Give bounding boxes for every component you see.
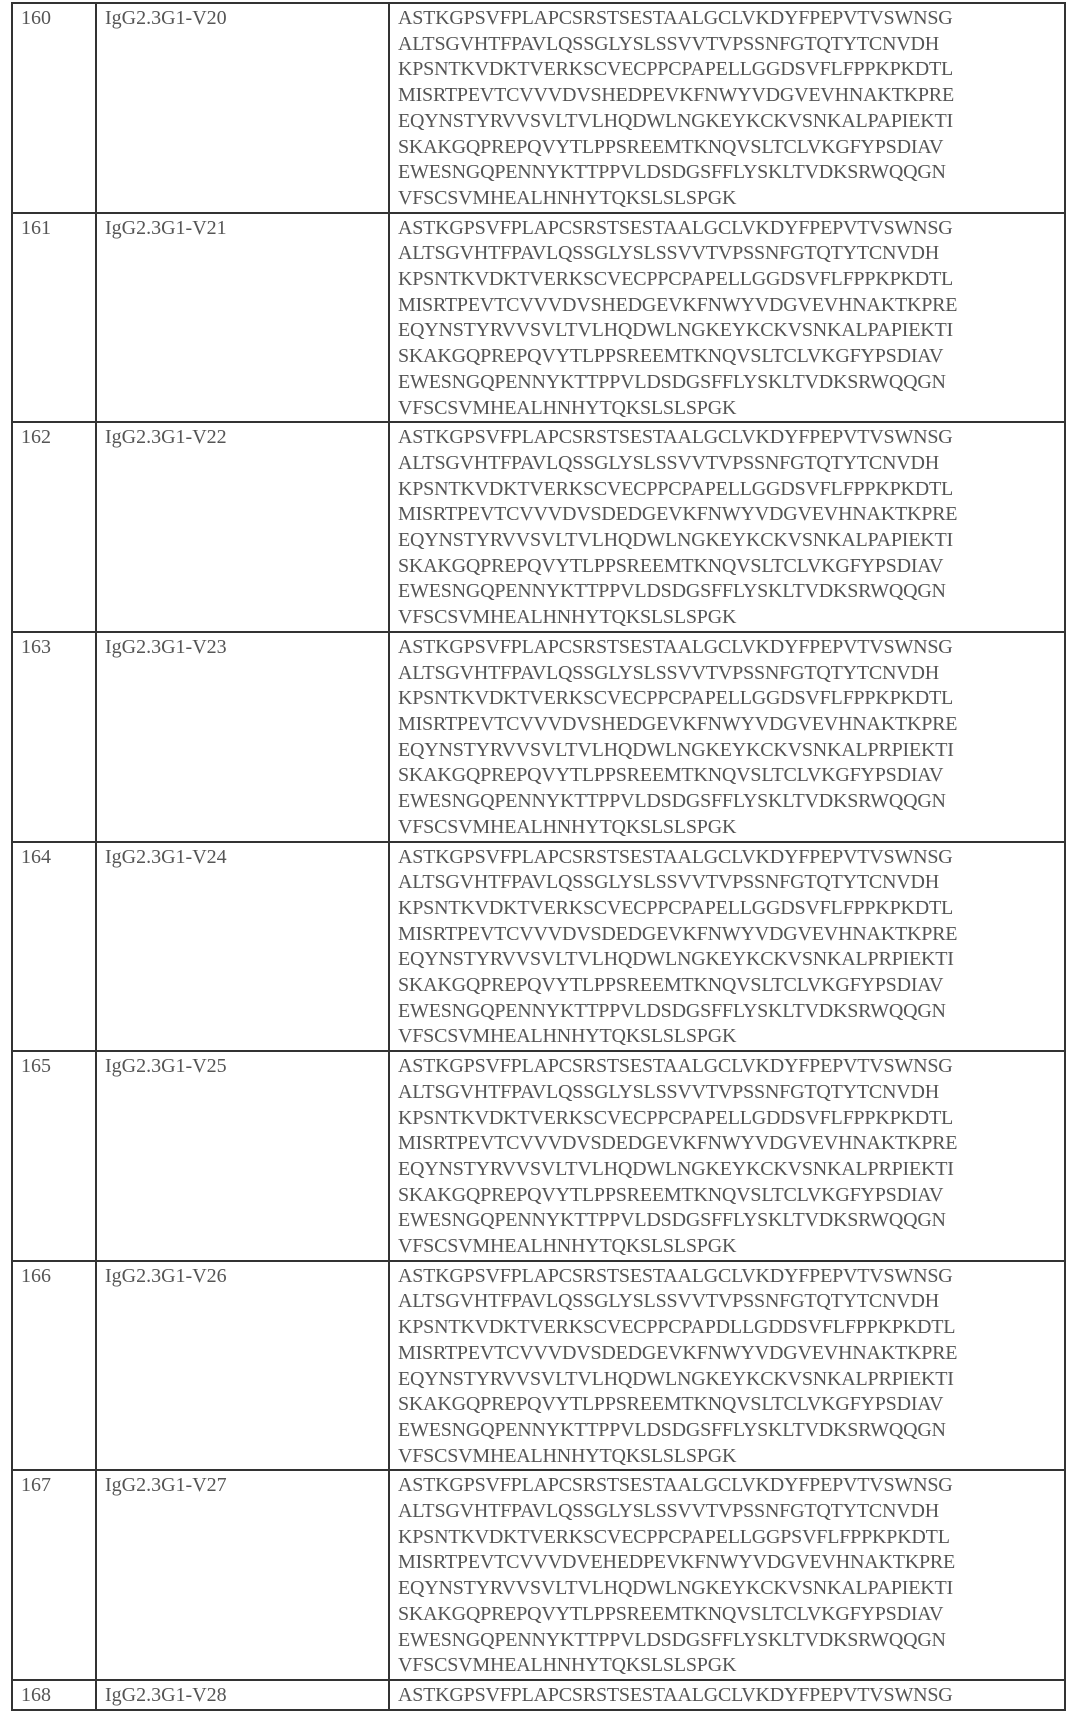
sequence-line: EWESNGQPENNYKTTPPVLDSDGSFFLYSKLTVDKSRWQQGN bbox=[398, 1208, 1058, 1234]
seq-id-number: 167 bbox=[12, 1470, 96, 1680]
amino-acid-sequence bbox=[389, 213, 1065, 423]
seq-id-number: 166 bbox=[12, 1261, 96, 1471]
sequence-line: MISRTPEVTCVVVDVSHEDGEVKFNWYVDGVEVHNAKTKPRE bbox=[398, 712, 1058, 738]
table-row bbox=[12, 213, 1065, 423]
sequence-line: ASTKGPSVFPLAPCSRSTSESTAALGCLVKDYFPEPVTVSWNSG bbox=[398, 1473, 1058, 1499]
variant-name: IgG2.3G1-V21 bbox=[96, 213, 389, 423]
amino-acid-sequence bbox=[389, 1051, 1065, 1261]
sequence-line: ASTKGPSVFPLAPCSRSTSESTAALGCLVKDYFPEPVTVSWNSG bbox=[398, 6, 1058, 32]
sequence-line: SKAKGQPREPQVYTLPPSREEMTKNQVSLTCLVKGFYPSDIAV bbox=[398, 1602, 1058, 1628]
table-row bbox=[12, 1051, 1065, 1261]
sequence-line: ALTSGVHTFPAVLQSSGLYSLSSVVTVPSSNFGTQTYTCNVDH bbox=[398, 451, 1058, 477]
variant-name: IgG2.3G1-V27 bbox=[96, 1470, 389, 1680]
amino-acid-sequence bbox=[389, 1470, 1065, 1680]
sequence-line: SKAKGQPREPQVYTLPPSREEMTKNQVSLTCLVKGFYPSDIAV bbox=[398, 763, 1058, 789]
table-row bbox=[12, 632, 1065, 842]
sequence-line: SKAKGQPREPQVYTLPPSREEMTKNQVSLTCLVKGFYPSDIAV bbox=[398, 973, 1058, 999]
sequence-line: ALTSGVHTFPAVLQSSGLYSLSSVVTVPSSNFGTQTYTCNVDH bbox=[398, 870, 1058, 896]
sequence-line: KPSNTKVDKTVERKSCVECPPCPAPELLGGDSVFLFPPKPKDTL bbox=[398, 267, 1058, 293]
sequence-line: EWESNGQPENNYKTTPPVLDSDGSFFLYSKLTVDKSRWQQGN bbox=[398, 370, 1058, 396]
sequence-line: MISRTPEVTCVVVDVSDEDGEVKFNWYVDGVEVHNAKTKPRE bbox=[398, 1131, 1058, 1157]
sequence-line: EQYNSTYRVVSVLTVLHQDWLNGKEYKCKVSNKALPRPIEKTI bbox=[398, 1157, 1058, 1183]
sequence-line: EQYNSTYRVVSVLTVLHQDWLNGKEYKCKVSNKALPRPIEKTI bbox=[398, 1367, 1058, 1393]
sequence-line: ALTSGVHTFPAVLQSSGLYSLSSVVTVPSSNFGTQTYTCNVDH bbox=[398, 1499, 1058, 1525]
seq-id-number: 168 bbox=[12, 1680, 96, 1710]
amino-acid-sequence bbox=[389, 3, 1065, 213]
sequence-line: MISRTPEVTCVVVDVSDEDGEVKFNWYVDGVEVHNAKTKPRE bbox=[398, 922, 1058, 948]
sequence-line: MISRTPEVTCVVVDVSDEDGEVKFNWYVDGVEVHNAKTKPRE bbox=[398, 1341, 1058, 1367]
sequence-line: VFSCSVMHEALHNHYTQKSLSLSPGK bbox=[398, 1024, 1058, 1050]
sequence-line: ASTKGPSVFPLAPCSRSTSESTAALGCLVKDYFPEPVTVSWNSG bbox=[398, 1264, 1058, 1290]
amino-acid-sequence bbox=[389, 842, 1065, 1052]
sequence-line: EQYNSTYRVVSVLTVLHQDWLNGKEYKCKVSNKALPAPIEKTI bbox=[398, 318, 1058, 344]
sequence-line: KPSNTKVDKTVERKSCVECPPCPAPELLGGDSVFLFPPKPKDTL bbox=[398, 477, 1058, 503]
sequence-line: KPSNTKVDKTVERKSCVECPPCPAPELLGGDSVFLFPPKPKDTL bbox=[398, 57, 1058, 83]
variant-name: IgG2.3G1-V23 bbox=[96, 632, 389, 842]
sequence-line: EQYNSTYRVVSVLTVLHQDWLNGKEYKCKVSNKALPAPIEKTI bbox=[398, 1576, 1058, 1602]
variant-name: IgG2.3G1-V26 bbox=[96, 1261, 389, 1471]
variant-name: IgG2.3G1-V25 bbox=[96, 1051, 389, 1261]
sequence-line: SKAKGQPREPQVYTLPPSREEMTKNQVSLTCLVKGFYPSDIAV bbox=[398, 554, 1058, 580]
sequence-line: KPSNTKVDKTVERKSCVECPPCPAPELLGGDSVFLFPPKPKDTL bbox=[398, 896, 1058, 922]
variant-name: IgG2.3G1-V20 bbox=[96, 3, 389, 213]
table-row bbox=[12, 422, 1065, 632]
sequence-line: MISRTPEVTCVVVDVSHEDPEVKFNWYVDGVEVHNAKTKPRE bbox=[398, 83, 1058, 109]
sequence-line: ALTSGVHTFPAVLQSSGLYSLSSVVTVPSSNFGTQTYTCNVDH bbox=[398, 1289, 1058, 1315]
sequence-line: ASTKGPSVFPLAPCSRSTSESTAALGCLVKDYFPEPVTVSWNSG bbox=[398, 425, 1058, 451]
sequence-line: EWESNGQPENNYKTTPPVLDSDGSFFLYSKLTVDKSRWQQGN bbox=[398, 999, 1058, 1025]
sequence-line: MISRTPEVTCVVVDVSHEDGEVKFNWYVDGVEVHNAKTKPRE bbox=[398, 293, 1058, 319]
sequence-line: VFSCSVMHEALHNHYTQKSLSLSPGK bbox=[398, 815, 1058, 841]
sequence-line: SKAKGQPREPQVYTLPPSREEMTKNQVSLTCLVKGFYPSDIAV bbox=[398, 344, 1058, 370]
sequence-line: EWESNGQPENNYKTTPPVLDSDGSFFLYSKLTVDKSRWQQGN bbox=[398, 160, 1058, 186]
sequence-line: EQYNSTYRVVSVLTVLHQDWLNGKEYKCKVSNKALPAPIEKTI bbox=[398, 528, 1058, 554]
sequence-line: VFSCSVMHEALHNHYTQKSLSLSPGK bbox=[398, 1653, 1058, 1679]
sequence-line: ASTKGPSVFPLAPCSRSTSESTAALGCLVKDYFPEPVTVSWNSG bbox=[398, 1683, 1058, 1709]
seq-id-number: 163 bbox=[12, 632, 96, 842]
variant-name: IgG2.3G1-V22 bbox=[96, 422, 389, 632]
table-row bbox=[12, 1470, 1065, 1680]
seq-id-number: 165 bbox=[12, 1051, 96, 1261]
sequence-line: KPSNTKVDKTVERKSCVECPPCPAPELLGGDSVFLFPPKPKDTL bbox=[398, 686, 1058, 712]
sequence-line: KPSNTKVDKTVERKSCVECPPCPAPDLLGDDSVFLFPPKPKDTL bbox=[398, 1315, 1058, 1341]
sequence-line: EWESNGQPENNYKTTPPVLDSDGSFFLYSKLTVDKSRWQQGN bbox=[398, 1418, 1058, 1444]
sequence-line: VFSCSVMHEALHNHYTQKSLSLSPGK bbox=[398, 605, 1058, 631]
sequence-line: ASTKGPSVFPLAPCSRSTSESTAALGCLVKDYFPEPVTVSWNSG bbox=[398, 845, 1058, 871]
table-row bbox=[12, 3, 1065, 213]
sequence-line: ALTSGVHTFPAVLQSSGLYSLSSVVTVPSSNFGTQTYTCNVDH bbox=[398, 241, 1058, 267]
sequence-line: SKAKGQPREPQVYTLPPSREEMTKNQVSLTCLVKGFYPSDIAV bbox=[398, 1183, 1058, 1209]
sequence-line: VFSCSVMHEALHNHYTQKSLSLSPGK bbox=[398, 1234, 1058, 1260]
sequence-line: MISRTPEVTCVVVDVSDEDGEVKFNWYVDGVEVHNAKTKPRE bbox=[398, 502, 1058, 528]
sequence-line: ALTSGVHTFPAVLQSSGLYSLSSVVTVPSSNFGTQTYTCNVDH bbox=[398, 1080, 1058, 1106]
table-row bbox=[12, 1261, 1065, 1471]
table-row bbox=[12, 842, 1065, 1052]
sequence-line: EQYNSTYRVVSVLTVLHQDWLNGKEYKCKVSNKALPRPIEKTI bbox=[398, 947, 1058, 973]
seq-id-number: 160 bbox=[12, 3, 96, 213]
sequence-line: ALTSGVHTFPAVLQSSGLYSLSSVVTVPSSNFGTQTYTCNVDH bbox=[398, 32, 1058, 58]
sequence-line: KPSNTKVDKTVERKSCVECPPCPAPELLGGPSVFLFPPKPKDTL bbox=[398, 1525, 1058, 1551]
sequence-line: ASTKGPSVFPLAPCSRSTSESTAALGCLVKDYFPEPVTVSWNSG bbox=[398, 216, 1058, 242]
sequence-line: ASTKGPSVFPLAPCSRSTSESTAALGCLVKDYFPEPVTVSWNSG bbox=[398, 635, 1058, 661]
variant-name: IgG2.3G1-V24 bbox=[96, 842, 389, 1052]
sequence-line: SKAKGQPREPQVYTLPPSREEMTKNQVSLTCLVKGFYPSDIAV bbox=[398, 135, 1058, 161]
sequence-line: VFSCSVMHEALHNHYTQKSLSLSPGK bbox=[398, 186, 1058, 212]
sequence-line: EWESNGQPENNYKTTPPVLDSDGSFFLYSKLTVDKSRWQQGN bbox=[398, 789, 1058, 815]
sequence-line: MISRTPEVTCVVVDVEHEDPEVKFNWYVDGVEVHNAKTKPRE bbox=[398, 1550, 1058, 1576]
sequence-line: VFSCSVMHEALHNHYTQKSLSLSPGK bbox=[398, 1444, 1058, 1470]
sequence-line: EWESNGQPENNYKTTPPVLDSDGSFFLYSKLTVDKSRWQQGN bbox=[398, 579, 1058, 605]
sequence-table-body bbox=[12, 3, 1065, 1710]
amino-acid-sequence bbox=[389, 1261, 1065, 1471]
variant-name: IgG2.3G1-V28 bbox=[96, 1680, 389, 1710]
sequence-line: EQYNSTYRVVSVLTVLHQDWLNGKEYKCKVSNKALPAPIEKTI bbox=[398, 109, 1058, 135]
seq-id-number: 161 bbox=[12, 213, 96, 423]
sequence-line: EWESNGQPENNYKTTPPVLDSDGSFFLYSKLTVDKSRWQQGN bbox=[398, 1628, 1058, 1654]
sequence-line: EQYNSTYRVVSVLTVLHQDWLNGKEYKCKVSNKALPRPIEKTI bbox=[398, 738, 1058, 764]
sequence-table bbox=[11, 2, 1066, 1711]
seq-id-number: 164 bbox=[12, 842, 96, 1052]
amino-acid-sequence bbox=[389, 422, 1065, 632]
sequence-line: SKAKGQPREPQVYTLPPSREEMTKNQVSLTCLVKGFYPSDIAV bbox=[398, 1392, 1058, 1418]
sequence-line: ALTSGVHTFPAVLQSSGLYSLSSVVTVPSSNFGTQTYTCNVDH bbox=[398, 661, 1058, 687]
sequence-line: VFSCSVMHEALHNHYTQKSLSLSPGK bbox=[398, 396, 1058, 422]
sequence-line: KPSNTKVDKTVERKSCVECPPCPAPELLGDDSVFLFPPKPKDTL bbox=[398, 1106, 1058, 1132]
amino-acid-sequence bbox=[389, 632, 1065, 842]
sequence-line: ASTKGPSVFPLAPCSRSTSESTAALGCLVKDYFPEPVTVSWNSG bbox=[398, 1054, 1058, 1080]
seq-id-number: 162 bbox=[12, 422, 96, 632]
